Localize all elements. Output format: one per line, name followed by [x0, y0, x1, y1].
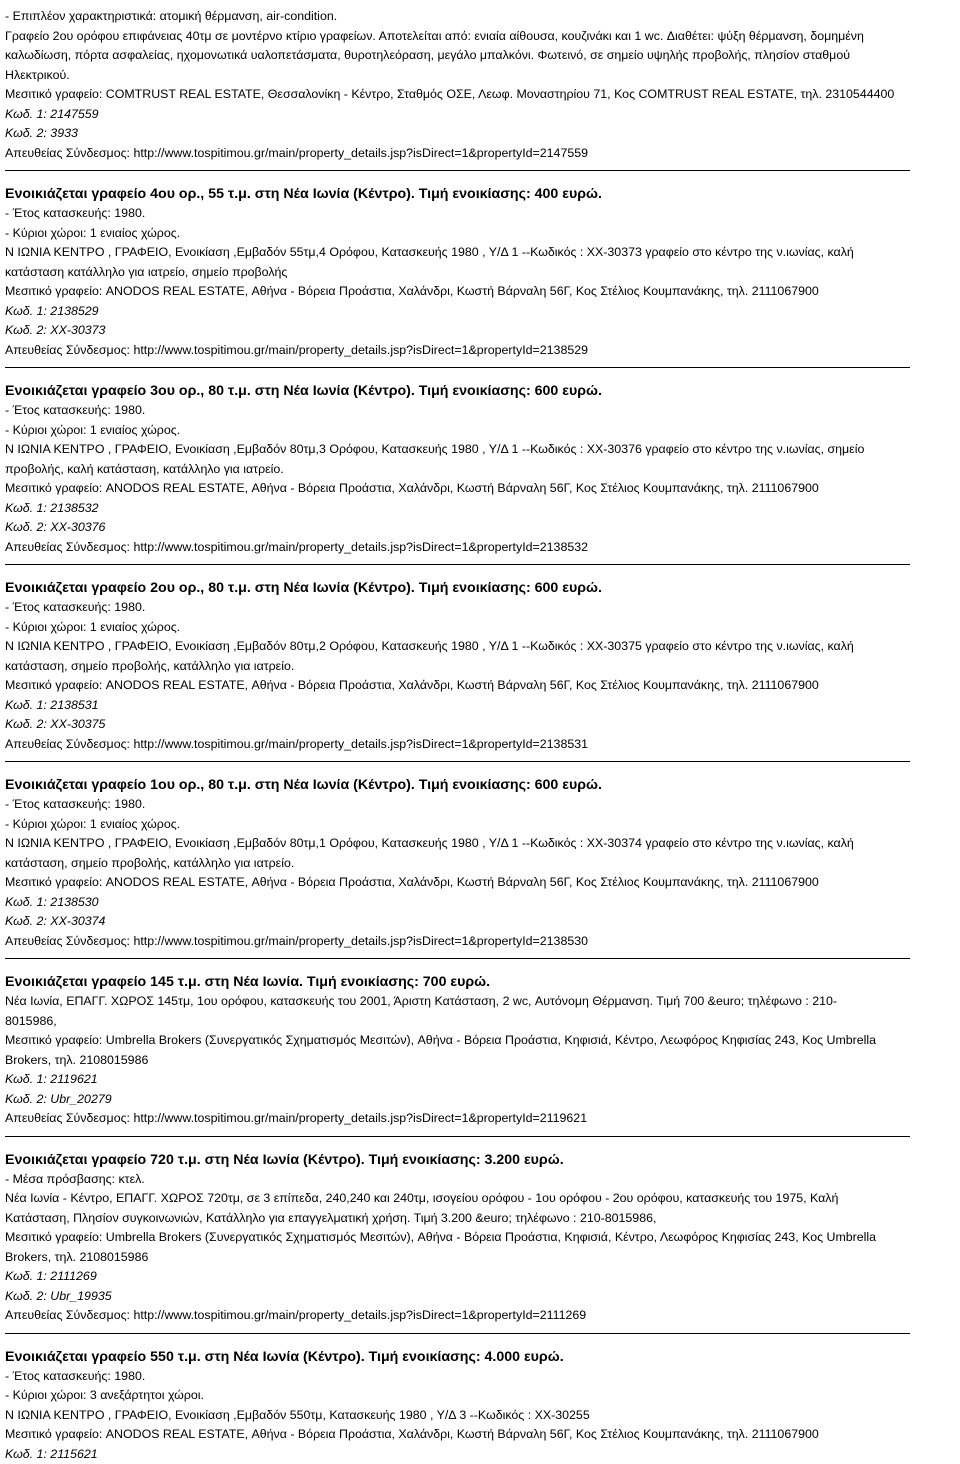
code-1: Κωδ. 1: 2119621	[5, 1070, 910, 1090]
agency-line: Μεσιτικό γραφείο: Umbrella Brokers (Συνεργατικός Σχηματισμός Μεσιτών), Αθήνα - Βόρεια Προάστια, Κηφισιά, Κέντρο, Λεωφόρος Κηφισίας 243, Κος Umbrella	[5, 1228, 910, 1248]
text-line: - Κύριοι χώροι: 3 ανεξάρτητοι χώροι.	[5, 1386, 910, 1406]
code-1: Κωδ. 1: 2111269	[5, 1267, 910, 1287]
code-2: Κωδ. 2: XX-30374	[5, 912, 910, 932]
code-1: Κωδ. 1: 2138529	[5, 302, 910, 322]
text-line: Ν ΙΩΝΙΑ ΚΕΝΤΡΟ , ΓΡΑΦΕΙΟ, Ενοικίαση ,Εμβαδόν 550τμ, Κατασκευής 1980 , Υ/Δ 3 --Κωδικός : XX-30255	[5, 1406, 910, 1426]
code-1: Κωδ. 1: 2115621	[5, 1445, 910, 1464]
text-line: Γραφείο 2ου ορόφου επιφάνειας 40τμ σε μοντέρνο κτίριο γραφείων. Αποτελείται από: ενιαία αίθουσα, κουζινάκι και 1 wc. Διαθέτει: ψύξη θέρμανση, δομημένη	[5, 27, 910, 47]
agency-line: Μεσιτικό γραφείο: ANODOS REAL ESTATE, Αθήνα - Βόρεια Προάστια, Χαλάνδρι, Κωστή Βάρναλη 56Γ, Κος Στέλιος Κουμπανάκης, τηλ. 2111067900	[5, 1425, 910, 1445]
code-2: Κωδ. 2: 3933	[5, 124, 910, 144]
text-line: Ν ΙΩΝΙΑ ΚΕΝΤΡΟ , ΓΡΑΦΕΙΟ, Ενοικίαση ,Εμβαδόν 80τμ,2 Ορόφου, Κατασκευής 1980 , Υ/Δ 1 --Κωδικός : XX-30375 γραφείο στο κέντρο της ν.ιωνίας, καλή	[5, 637, 910, 657]
text-line: - Μέσα πρόσβασης: κτελ.	[5, 1170, 910, 1190]
code-2: Κωδ. 2: Ubr_19935	[5, 1287, 910, 1307]
listing-title: Ενοικιάζεται γραφείο 550 τ.μ. στη Νέα Ιωνία (Κέντρο). Τιμή ενοικίασης: 4.000 ευρώ.	[5, 1347, 910, 1367]
listing-title: Ενοικιάζεται γραφείο 1ου ορ., 80 τ.μ. στη Νέα Ιωνία (Κέντρο). Τιμή ενοικίασης: 600 ευρώ.	[5, 775, 910, 795]
listing-title: Ενοικιάζεται γραφείο 3ου ορ., 80 τ.μ. στη Νέα Ιωνία (Κέντρο). Τιμή ενοικίασης: 600 ευρώ.	[5, 381, 910, 401]
listing-title: Ενοικιάζεται γραφείο 4ου ορ., 55 τ.μ. στη Νέα Ιωνία (Κέντρο). Τιμή ενοικίασης: 400 ευρώ.	[5, 184, 910, 204]
direct-link[interactable]: Απευθείας Σύνδεσμος: http://www.tospitimou.gr/main/property_details.jsp?isDirect=1&propertyId=2138531	[5, 735, 910, 755]
text-line: Νέα Ιωνία - Κέντρο, ΕΠΑΓΓ. ΧΩΡΟΣ 720τμ, σε 3 επίπεδα, 240,240 και 240τμ, ισογείου ορόφου - 1ου ορόφου - 2ου ορόφου, κατασκευής του 1975, Καλή	[5, 1189, 910, 1209]
direct-link[interactable]: Απευθείας Σύνδεσμος: http://www.tospitimou.gr/main/property_details.jsp?isDirect=1&propertyId=2111269	[5, 1306, 910, 1326]
code-1: Κωδ. 1: 2138530	[5, 893, 910, 913]
agency-line: Μεσιτικό γραφείο: ANODOS REAL ESTATE, Αθήνα - Βόρεια Προάστια, Χαλάνδρι, Κωστή Βάρναλη 56Γ, Κος Στέλιος Κουμπανάκης, τηλ. 2111067900	[5, 479, 910, 499]
code-2: Κωδ. 2: XX-30375	[5, 715, 910, 735]
listing	[5, 1136, 910, 1326]
text-line: - Κύριοι χώροι: 1 ενιαίος χώρος.	[5, 815, 910, 835]
text-line: Ν ΙΩΝΙΑ ΚΕΝΤΡΟ , ΓΡΑΦΕΙΟ, Ενοικίαση ,Εμβαδόν 80τμ,1 Ορόφου, Κατασκευής 1980 , Υ/Δ 1 --Κωδικός : XX-30374 γραφείο στο κέντρο της ν.ιωνίας, καλή	[5, 834, 910, 854]
listing	[5, 761, 910, 951]
text-line: - Κύριοι χώροι: 1 ενιαίος χώρος.	[5, 618, 910, 638]
agency-line: Μεσιτικό γραφείο: ANODOS REAL ESTATE, Αθήνα - Βόρεια Προάστια, Χαλάνδρι, Κωστή Βάρναλη 56Γ, Κος Στέλιος Κουμπανάκης, τηλ. 2111067900	[5, 676, 910, 696]
text-line: Νέα Ιωνία, ΕΠΑΓΓ. ΧΩΡΟΣ 145τμ, 1ου ορόφου, κατασκευής του 2001, Άριστη Κατάσταση, 2 wc, Αυτόνομη Θέρμανση. Τιμή 700 &euro; τηλέφωνο : 210-	[5, 992, 910, 1012]
text-line: - Κύριοι χώροι: 1 ενιαίος χώρος.	[5, 421, 910, 441]
text-line: Ν ΙΩΝΙΑ ΚΕΝΤΡΟ , ΓΡΑΦΕΙΟ, Ενοικίαση ,Εμβαδόν 55τμ,4 Ορόφου, Κατασκευής 1980 , Υ/Δ 1 --Κωδικός : XX-30373 γραφείο στο κέντρο της ν.ιωνίας, καλή	[5, 243, 910, 263]
intro-block	[5, 7, 910, 163]
text-line: - Έτος κατασκευής: 1980.	[5, 204, 910, 224]
text-line: - Επιπλέον χαρακτηριστικά: ατομική θέρμανση, air-condition.	[5, 7, 910, 27]
text-line: - Έτος κατασκευής: 1980.	[5, 401, 910, 421]
code-1: Κωδ. 1: 2138532	[5, 499, 910, 519]
text-line: κατάσταση κατάλληλο για ιατρείο, σημείο προβολής	[5, 263, 910, 283]
direct-link[interactable]: Απευθείας Σύνδεσμος: http://www.tospitimou.gr/main/property_details.jsp?isDirect=1&propertyId=2138532	[5, 538, 910, 558]
agency-line: Μεσιτικό γραφείο: Umbrella Brokers (Συνεργατικός Σχηματισμός Μεσιτών), Αθήνα - Βόρεια Προάστια, Κηφισιά, Κέντρο, Λεωφόρος Κηφισίας 243, Κος Umbrella	[5, 1031, 910, 1051]
text-line: κατάσταση, σημείο προβολής, κατάλληλο για ιατρείο.	[5, 657, 910, 677]
text-line: - Έτος κατασκευής: 1980.	[5, 795, 910, 815]
listing	[5, 170, 910, 360]
code-1: Κωδ. 1: 2147559	[5, 105, 910, 125]
direct-link[interactable]: Απευθείας Σύνδεσμος: http://www.tospitimou.gr/main/property_details.jsp?isDirect=1&propertyId=2119621	[5, 1109, 910, 1129]
text-line: - Κύριοι χώροι: 1 ενιαίος χώρος.	[5, 224, 910, 244]
text-line: Κατάσταση, Πλησίον συγκοινωνιών, Κατάλληλο για επαγγελματική χρήση. Τιμή 3.200 &euro; τηλέφωνο : 210-8015986,	[5, 1209, 910, 1229]
code-2: Κωδ. 2: XX-30376	[5, 518, 910, 538]
text-line: Brokers, τηλ. 2108015986	[5, 1248, 910, 1268]
text-line: Ηλεκτρικού.	[5, 66, 910, 86]
listing	[5, 367, 910, 557]
text-line: 8015986,	[5, 1012, 910, 1032]
direct-link[interactable]: Απευθείας Σύνδεσμος: http://www.tospitimou.gr/main/property_details.jsp?isDirect=1&propertyId=2138530	[5, 932, 910, 952]
document-page	[5, 7, 910, 1464]
listing	[5, 564, 910, 754]
text-line: κατάσταση, σημείο προβολής, κατάλληλο για ιατρείο.	[5, 854, 910, 874]
direct-link[interactable]: Απευθείας Σύνδεσμος: http://www.tospitimou.gr/main/property_details.jsp?isDirect=1&propertyId=2138529	[5, 341, 910, 361]
code-2: Κωδ. 2: Ubr_20279	[5, 1090, 910, 1110]
text-line: Brokers, τηλ. 2108015986	[5, 1051, 910, 1071]
listing	[5, 1333, 910, 1464]
code-2: Κωδ. 2: XX-30373	[5, 321, 910, 341]
agency-line: Μεσιτικό γραφείο: ANODOS REAL ESTATE, Αθήνα - Βόρεια Προάστια, Χαλάνδρι, Κωστή Βάρναλη 56Γ, Κος Στέλιος Κουμπανάκης, τηλ. 2111067900	[5, 282, 910, 302]
text-line: Ν ΙΩΝΙΑ ΚΕΝΤΡΟ , ΓΡΑΦΕΙΟ, Ενοικίαση ,Εμβαδόν 80τμ,3 Ορόφου, Κατασκευής 1980 , Υ/Δ 1 --Κωδικός : XX-30376 γραφείο στο κέντρο της ν.ιωνίας, σημείο	[5, 440, 910, 460]
listing	[5, 958, 910, 1129]
agency-line: Μεσιτικό γραφείο: ANODOS REAL ESTATE, Αθήνα - Βόρεια Προάστια, Χαλάνδρι, Κωστή Βάρναλη 56Γ, Κος Στέλιος Κουμπανάκης, τηλ. 2111067900	[5, 873, 910, 893]
text-line: προβολής, καλή κατάσταση, κατάλληλο για ιατρείο.	[5, 460, 910, 480]
text-line: καλωδίωση, πόρτα ασφαλείας, ηχομονωτικά υαλοπετάσματα, θυροτηλεόραση, μεγάλο μπαλκόνι. Φωτεινό, σε σημείο υψηλής προβολής, πλησίον σταθμού	[5, 46, 910, 66]
direct-link[interactable]: Απευθείας Σύνδεσμος: http://www.tospitimou.gr/main/property_details.jsp?isDirect=1&propertyId=2147559	[5, 144, 910, 164]
agency-line: Μεσιτικό γραφείο: COMTRUST REAL ESTATE, Θεσσαλονίκη - Κέντρο, Σταθμός ΟΣΕ, Λεωφ. Μοναστηρίου 71, Κος COMTRUST REAL ESTATE, τηλ. 2310544400	[5, 85, 910, 105]
text-line: - Έτος κατασκευής: 1980.	[5, 598, 910, 618]
listing-title: Ενοικιάζεται γραφείο 145 τ.μ. στη Νέα Ιωνία. Τιμή ενοικίασης: 700 ευρώ.	[5, 972, 910, 992]
text-line: - Έτος κατασκευής: 1980.	[5, 1367, 910, 1387]
listing-title: Ενοικιάζεται γραφείο 720 τ.μ. στη Νέα Ιωνία (Κέντρο). Τιμή ενοικίασης: 3.200 ευρώ.	[5, 1150, 910, 1170]
code-1: Κωδ. 1: 2138531	[5, 696, 910, 716]
listing-title: Ενοικιάζεται γραφείο 2ου ορ., 80 τ.μ. στη Νέα Ιωνία (Κέντρο). Τιμή ενοικίασης: 600 ευρώ.	[5, 578, 910, 598]
